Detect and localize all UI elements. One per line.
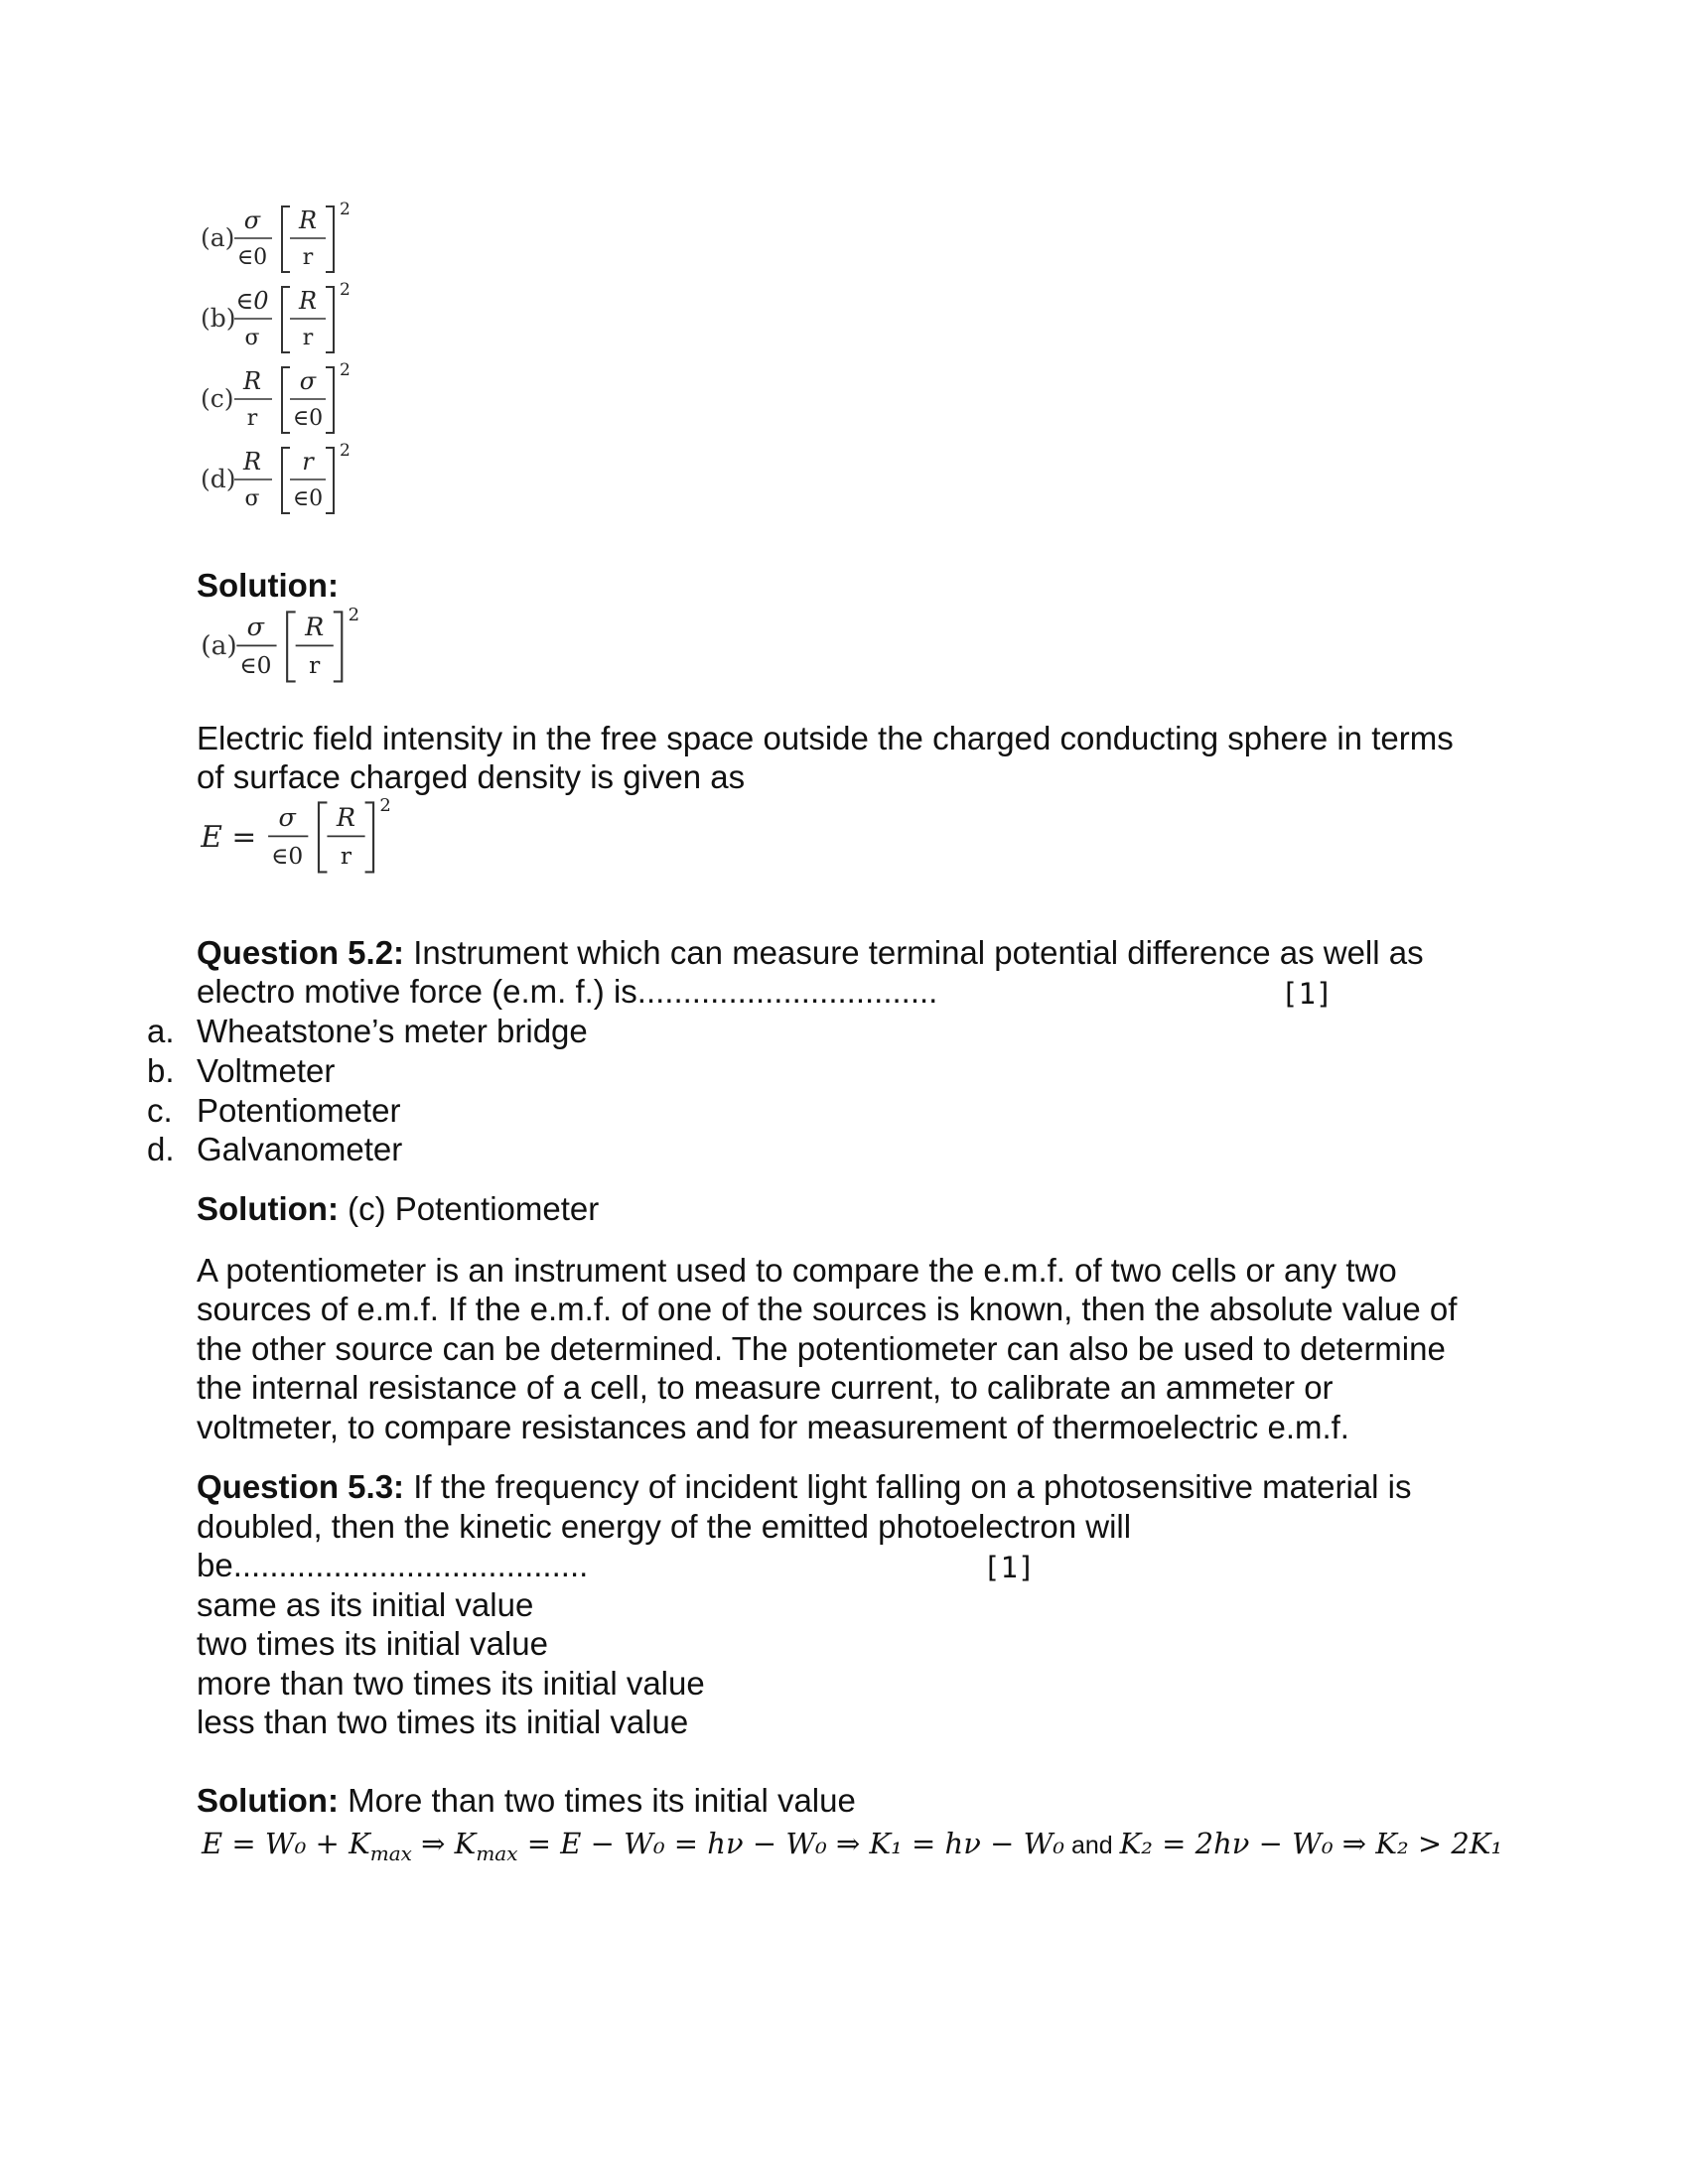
q51-option-c-formula-left-bracket — [282, 367, 290, 433]
q51-option-d-formula-power: 2 — [340, 441, 351, 461]
q53-solution-line — [197, 1781, 856, 1821]
q51-option-b-formula-bracket-numerator: R — [298, 287, 318, 315]
q53-eq-part-1: E = W₀ + K — [202, 1827, 370, 1860]
q51-option-b-formula-left-bracket — [282, 287, 290, 352]
q53-marks: [1] — [983, 1551, 1036, 1584]
q51-option-a-formula — [197, 199, 425, 288]
q52-option-c-letter: c. — [147, 1092, 173, 1129]
q51-option-d-formula-bracket-numerator: r — [302, 448, 314, 476]
q52-option-a-letter: a. — [147, 1013, 175, 1049]
q51-option-b-formula-power: 2 — [340, 280, 351, 300]
q52-text-1: Instrument which can measure terminal potential difference as well as — [404, 934, 1424, 971]
q52-question-line-1 — [197, 933, 1424, 973]
q52-solution-line — [197, 1189, 599, 1229]
q51-option-d-formula-right-bracket — [326, 448, 334, 513]
q51-option-a-formula-numerator: σ — [243, 206, 261, 234]
q51-option-c-formula-label: (c) — [201, 384, 234, 413]
q52-option-d-letter: d. — [147, 1131, 175, 1167]
q51-solution-option-formula-bracket-denominator: r — [309, 651, 321, 679]
q51-option-c-formula-numerator: R — [242, 367, 262, 395]
q51-option-a-formula-bracket-numerator: R — [298, 206, 318, 234]
q51-option-d-formula-label: (d) — [201, 465, 236, 493]
q52-explanation-line-2: sources of e.m.f. If the e.m.f. of one of the sources is known, then the absolute value of — [197, 1291, 1458, 1327]
q51-field-equation-denominator: ∈0 — [271, 842, 304, 870]
q52-question-line-2: electro motive force (e.m. f.) is................................. — [197, 973, 938, 1010]
q53-option-2: two times its initial value — [197, 1625, 548, 1662]
q51-solution-option-formula — [197, 604, 439, 698]
q51-option-b-formula-right-bracket — [326, 287, 334, 352]
q52-option-d: Galvanometer — [197, 1131, 403, 1167]
q51-solution-option-formula-label: (a) — [201, 629, 237, 661]
q53-eq-part-2: ⇒ K — [411, 1827, 477, 1860]
q51-option-c-formula-bracket-denominator: ∈0 — [292, 406, 324, 431]
q51-solution-option-formula-numerator: σ — [246, 611, 265, 641]
q51-option-c-formula-power: 2 — [340, 360, 351, 380]
q52-option-a: Wheatstone’s meter bridge — [197, 1013, 588, 1049]
q53-question-line-3: be....................................... — [197, 1547, 589, 1583]
q52-option-b: Voltmeter — [197, 1052, 336, 1089]
q52-explanation-line-3: the other source can be determined. The potentiometer can also be used to determine — [197, 1330, 1446, 1367]
q51-field-equation-right-bracket — [365, 802, 373, 872]
q51-field-equation — [197, 794, 439, 888]
q52-heading: Question 5.2: — [197, 934, 405, 971]
q51-field-equation-bracket-denominator: r — [340, 842, 352, 870]
q51-field-equation-bracket-numerator: R — [336, 801, 356, 832]
q53-question-line-2: doubled, then the kinetic energy of the emitted photoelectron will — [197, 1508, 1132, 1545]
q53-option-4: less than two times its initial value — [197, 1704, 689, 1740]
q53-equation — [202, 1827, 1502, 1865]
q53-eq-part-3: = E − W₀ = hν − W₀ ⇒ K₁ = hν − W₀ — [517, 1827, 1065, 1860]
q53-eq-sub-2: max — [476, 1841, 518, 1865]
q51-field-equation-left-bracket — [319, 802, 327, 872]
q53-eq-sub-1: max — [369, 1841, 412, 1865]
q51-solution-option-formula-left-bracket — [287, 612, 295, 681]
q53-solution-heading: Solution: — [197, 1782, 339, 1819]
q51-field-equation-numerator: σ — [278, 801, 296, 832]
q51-option-d-formula — [197, 440, 425, 529]
q51-option-a-formula-denominator: ∈0 — [236, 245, 268, 270]
q53-solution-text: More than two times its initial value — [338, 1782, 856, 1819]
q52-solution-heading: Solution: — [197, 1190, 339, 1227]
q53-question-line-1 — [197, 1467, 1411, 1507]
q52-marks: [1] — [1281, 977, 1334, 1011]
q51-solution-option-formula-right-bracket — [334, 612, 342, 681]
q51-option-d-formula-left-bracket — [282, 448, 290, 513]
q52-explanation-line-1: A potentiometer is an instrument used to compare the e.m.f. of two cells or any two — [197, 1252, 1397, 1289]
q51-option-b-formula-label: (b) — [201, 304, 236, 333]
q51-option-a-formula-label: (a) — [201, 223, 235, 252]
q51-option-a-formula-right-bracket — [326, 206, 334, 272]
q51-option-b-formula — [197, 279, 425, 368]
q51-option-c-formula-bracket-numerator: σ — [299, 367, 317, 395]
q53-text-1: If the frequency of incident light falling on a photosensitive material is — [404, 1468, 1412, 1505]
q52-explanation-line-5: voltmeter, to compare resistances and for measurement of thermoelectric e.m.f. — [197, 1409, 1349, 1445]
q51-field-equation-lhs: E = — [201, 818, 257, 854]
q51-option-c-formula — [197, 359, 425, 449]
q53-eq-and: and — [1064, 1832, 1120, 1859]
q51-solution-option-formula-bracket-numerator: R — [305, 611, 325, 641]
q53-eq-part-4: K₂ = 2hν − W₀ ⇒ K₂ > 2K₁ — [1119, 1827, 1503, 1860]
q51-option-b-formula-numerator: ∈0 — [235, 287, 269, 315]
q52-option-c: Potentiometer — [197, 1092, 401, 1129]
q52-solution-text: (c) Potentiometer — [338, 1190, 600, 1227]
q51-option-d-formula-denominator: σ — [244, 486, 260, 511]
q51-option-b-formula-denominator: σ — [244, 326, 260, 350]
q53-option-1: same as its initial value — [197, 1586, 534, 1623]
q51-option-a-formula-left-bracket — [282, 206, 290, 272]
q51-option-c-formula-right-bracket — [326, 367, 334, 433]
q52-option-b-letter: b. — [147, 1052, 175, 1089]
q51-option-a-formula-power: 2 — [340, 200, 351, 219]
q51-option-a-formula-bracket-denominator: r — [302, 245, 314, 270]
q51-option-b-formula-bracket-denominator: r — [302, 326, 314, 350]
q51-option-c-formula-denominator: r — [246, 406, 258, 431]
q51-explanation-line-2: of surface charged density is given as — [197, 758, 746, 795]
q51-field-equation-power: 2 — [379, 794, 391, 816]
q53-option-3: more than two times its initial value — [197, 1665, 705, 1702]
q51-explanation-line-1: Electric field intensity in the free space outside the charged conducting sphere in terms — [197, 720, 1454, 756]
q51-option-d-formula-bracket-denominator: ∈0 — [292, 486, 324, 511]
q53-heading: Question 5.3: — [197, 1468, 405, 1505]
q51-solution-heading: Solution: — [197, 567, 339, 604]
q51-solution-option-formula-denominator: ∈0 — [239, 651, 272, 679]
q52-explanation-line-4: the internal resistance of a cell, to measure current, to calibrate an ammeter or — [197, 1369, 1334, 1406]
q51-solution-option-formula-power: 2 — [348, 604, 360, 625]
q51-option-d-formula-numerator: R — [242, 448, 262, 476]
